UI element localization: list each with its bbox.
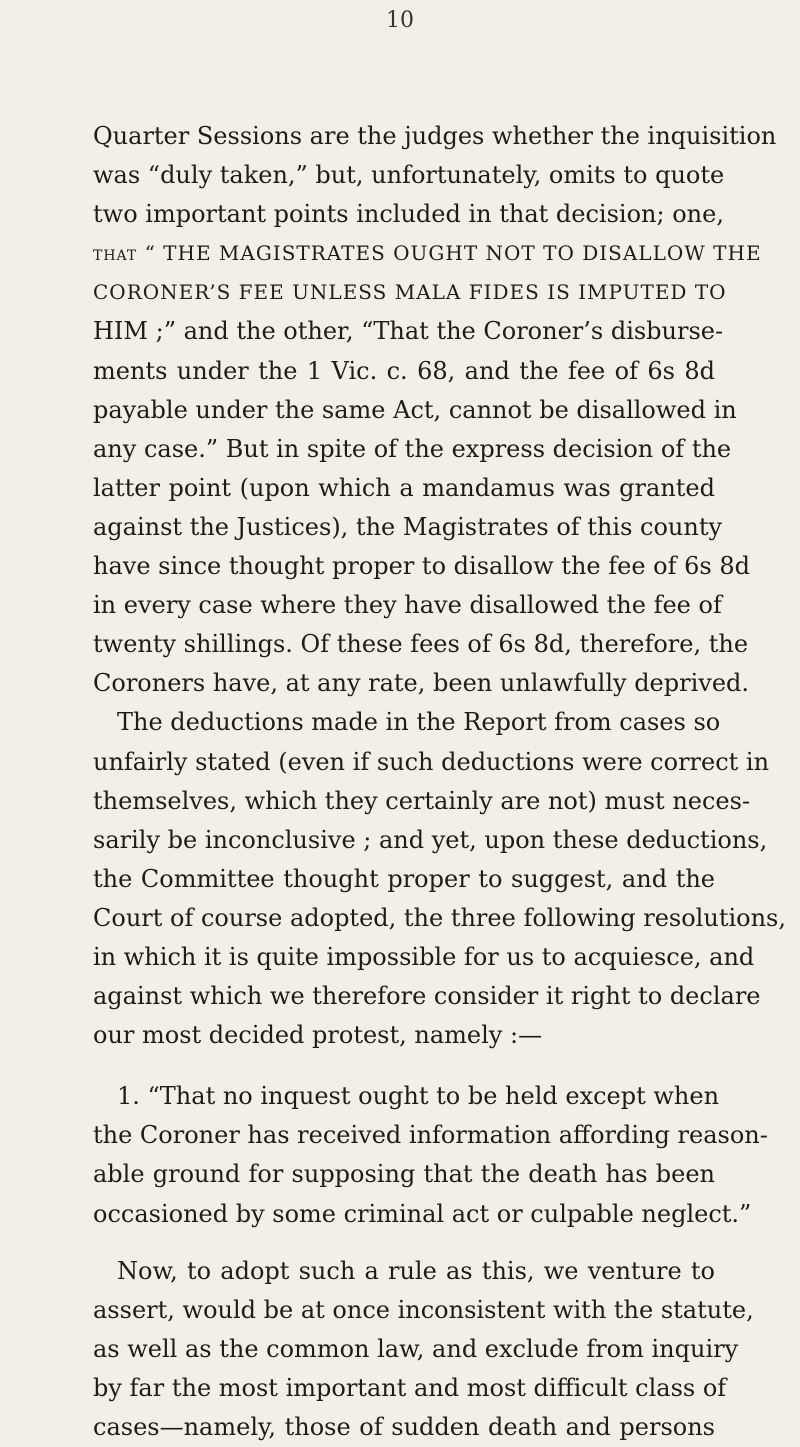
- text-line: as well as the common law, and exclude from inquiry: [93, 1334, 739, 1363]
- text-line: Coroners have, at any rate, been unlawfully deprived.: [93, 669, 750, 698]
- body-text: [93, 117, 786, 1447]
- text-line: any case.” But in spite of the express decision of the: [93, 434, 732, 463]
- text-line: occasioned by some criminal act or culpable neglect.”: [93, 1199, 752, 1228]
- text-line: was “duly taken,” but, unfortunately, omits to quote: [93, 161, 725, 190]
- text-line: payable under the same Act, cannot be disallowed in: [93, 395, 737, 424]
- text-line: ments under the 1 Vic. c. 68, and the fee of 6s 8d: [93, 356, 715, 385]
- text-line: our most decided protest, namely :—: [93, 1021, 543, 1050]
- text-line: The deductions made in the Report from cases so: [117, 708, 721, 737]
- text-line: cases—namely, those of sudden death and persons: [93, 1413, 715, 1441]
- text-line: by far the most important and most difficult class of: [93, 1373, 727, 1402]
- resolution-1: [93, 1077, 768, 1233]
- spacer: [93, 1055, 715, 1077]
- text-line: able ground for supposing that the death has been: [93, 1160, 715, 1189]
- spacer: [93, 1234, 715, 1252]
- paragraph-2: [93, 703, 786, 1055]
- paragraph-1: [93, 117, 777, 703]
- text-line: twenty shillings. Of these fees of 6s 8d, therefore, the: [93, 630, 749, 659]
- text-line: against the Justices), the Magistrates of this county: [93, 512, 723, 541]
- text-line: Court of course adopted, the three following resolutions,: [93, 903, 786, 932]
- paragraph-3: [93, 1252, 754, 1447]
- text-line: themselves, which they certainly are not) must neces-: [93, 786, 751, 815]
- text-line: unfairly stated (even if such deductions were correct in: [93, 747, 770, 776]
- text-line: have since thought proper to disallow the fee of 6s 8d: [93, 552, 750, 581]
- text-line: the Committee thought proper to suggest, and the: [93, 864, 715, 893]
- text-line: the Coroner has received information affording reason-: [93, 1121, 768, 1150]
- text-line: in which it is quite impossible for us to acquiesce, and: [93, 942, 755, 971]
- text-line: Now, to adopt such a rule as this, we venture to: [117, 1256, 715, 1285]
- text-line: against which we therefore consider it right to declare: [93, 982, 761, 1011]
- text-line: 1. “That no inquest ought to be held except when: [117, 1082, 720, 1111]
- page-number: 10: [386, 8, 414, 33]
- text-line-small-caps: that “ THE MAGISTRATES OUGHT NOT TO DISALLOW THE: [93, 241, 762, 266]
- text-line: sarily be inconclusive ; and yet, upon these deductions,: [93, 825, 768, 854]
- text-line-small-caps: CORONER’S FEE UNLESS MALA FIDES IS IMPUTED TO: [93, 280, 727, 305]
- text-line: assert, would be at once inconsistent with the statute,: [93, 1295, 754, 1324]
- text-line: latter point (upon which a mandamus was granted: [93, 473, 715, 502]
- text-line: Quarter Sessions are the judges whether the inquisition: [93, 122, 777, 150]
- text-line: in every case where they have disallowed the fee of: [93, 591, 722, 620]
- text-line: HIM ;” and the other, “That the Coroner’s disburse-: [93, 317, 724, 346]
- text-line: two important points included in that decision; one,: [93, 200, 724, 229]
